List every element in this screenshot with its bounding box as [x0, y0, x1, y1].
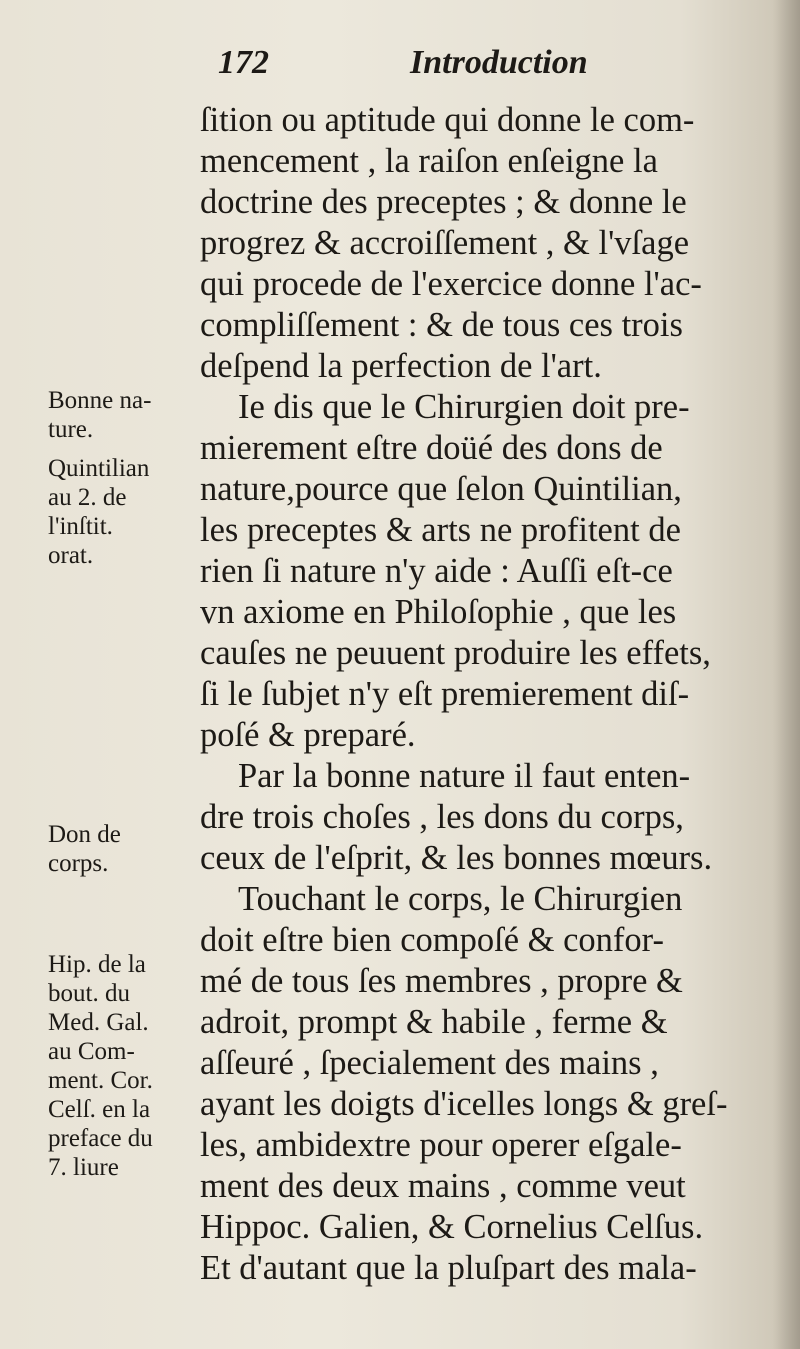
margin-note-line: Don de	[48, 821, 121, 848]
text-line: vn axiome en Philoſophie , que les	[200, 593, 677, 631]
margin-note-line: Med. Gal.	[48, 1009, 149, 1036]
text-line: ceux de l'eſprit, & les bonnes mœurs.	[200, 839, 713, 877]
text-line: doit eſtre bien compoſé & confor-	[200, 921, 664, 959]
page-number: 172	[218, 44, 269, 81]
margin-note-line: Celſ. en la	[48, 1096, 151, 1123]
text-line: doctrine des preceptes ; & donne le	[200, 183, 687, 221]
text-line: qui procede de l'exercice donne l'ac-	[200, 265, 702, 303]
text-line: mé de tous ſes membres , propre &	[200, 962, 683, 1000]
text-line: dre trois choſes , les dons du corps,	[200, 798, 684, 836]
margin-note-hippocrates	[48, 950, 198, 1182]
page-header	[0, 44, 800, 94]
text-line: les, ambidextre pour operer eſgale-	[200, 1126, 682, 1164]
margin-note-line: bout. du	[48, 980, 130, 1007]
text-line: poſé & preparé.	[200, 716, 416, 754]
margin-note-line: Hip. de la	[48, 951, 146, 978]
text-line: deſpend la perfection de l'art.	[200, 347, 602, 385]
margin-note-bonne-nature	[48, 386, 198, 444]
margin-note-line: 7. liure	[48, 1154, 119, 1181]
text-line-paragraph-start: Par la bonne nature il faut enten-	[238, 757, 691, 795]
text-line: ment des deux mains , comme veut	[200, 1167, 686, 1205]
text-line: compliſſement : & de tous ces trois	[200, 306, 683, 344]
text-line-paragraph-start: Ie dis que le Chirurgien doit pre-	[238, 388, 690, 426]
margin-note-don-de-corps	[48, 820, 198, 878]
margin-note-line: au 2. de	[48, 484, 127, 511]
main-text-block	[200, 100, 775, 1289]
margin-note-line: Quintilian	[48, 455, 150, 482]
margin-note-line: ture.	[48, 416, 94, 443]
text-line: rien ſi nature n'y aide : Auſſi eſt-ce	[200, 552, 673, 590]
margin-note-line: ment. Cor.	[48, 1067, 153, 1094]
margin-note-line: au Com-	[48, 1038, 135, 1065]
text-line: adroit, prompt & habile , ferme &	[200, 1003, 668, 1041]
text-line: ayant les doigts d'icelles longs & greſ-	[200, 1085, 728, 1123]
margin-note-line: orat.	[48, 542, 94, 569]
text-line: Hippoc. Galien, & Cornelius Celſus.	[200, 1208, 704, 1246]
text-line: ſi le ſubjet n'y eſt premierement diſ-	[200, 675, 690, 713]
margin-note-line: l'inſtit.	[48, 513, 113, 540]
text-line: nature,pource que ſelon Quintilian,	[200, 470, 682, 508]
margin-note-line: corps.	[48, 850, 109, 877]
text-line: aſſeuré , ſpecialement des mains ,	[200, 1044, 659, 1082]
text-line-paragraph-start: Touchant le corps, le Chirurgien	[238, 880, 683, 918]
text-line: les preceptes & arts ne profitent de	[200, 511, 681, 549]
margin-note-line: preface du	[48, 1125, 153, 1152]
margin-note-line: Bonne na-	[48, 387, 152, 414]
text-line: mierement eſtre doüé des dons de	[200, 429, 663, 467]
page-edge-shadow	[772, 0, 800, 1349]
margin-note-quintilian	[48, 454, 198, 570]
text-line: mencement , la raiſon enſeigne la	[200, 142, 658, 180]
text-line: ſition ou aptitude qui donne le com-	[200, 101, 695, 139]
text-line: Et d'autant que la pluſpart des mala-	[200, 1249, 697, 1287]
running-title: Introduction	[410, 44, 588, 81]
text-line: cauſes ne peuuent produire les effets,	[200, 634, 711, 672]
text-line: progrez & accroiſſement , & l'vſage	[200, 224, 690, 262]
